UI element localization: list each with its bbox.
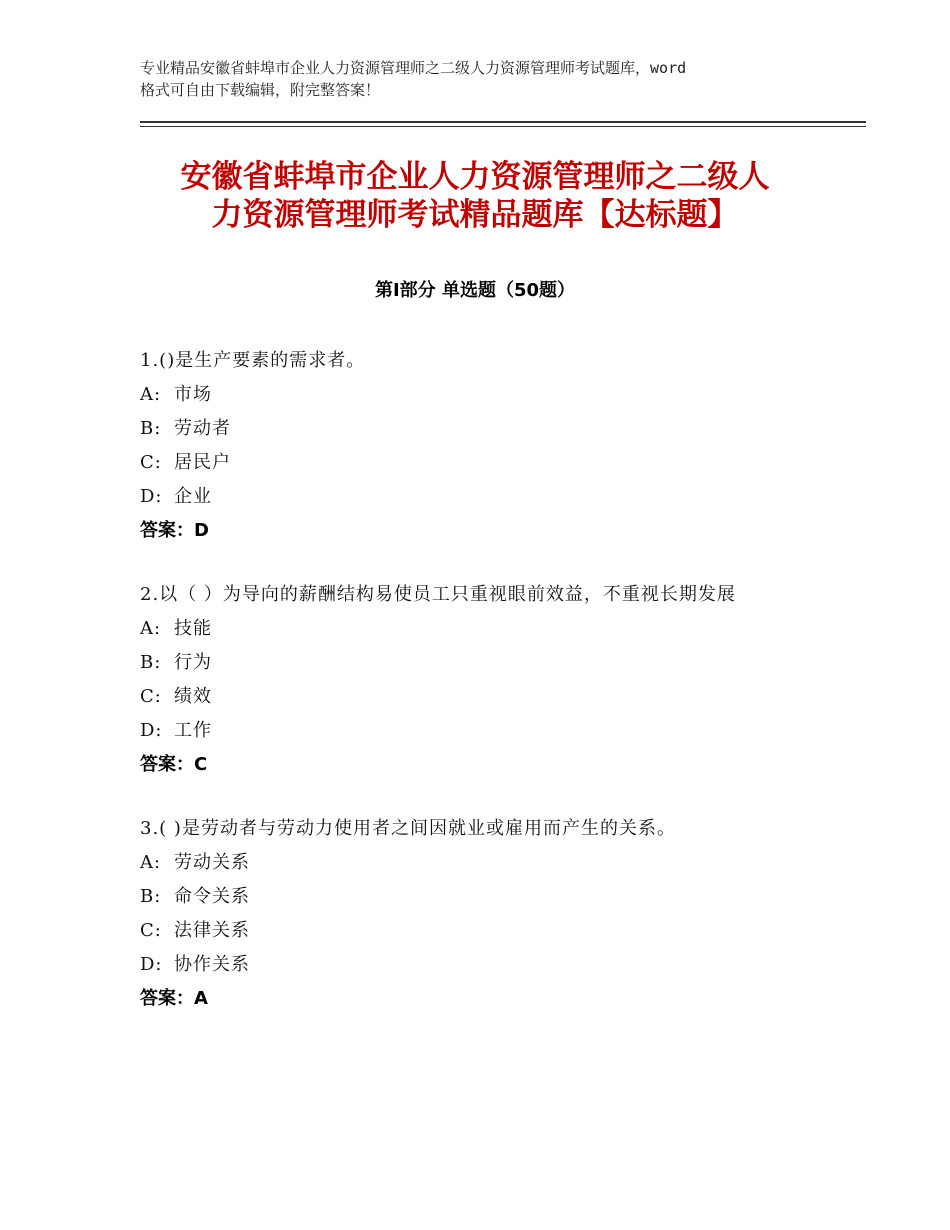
document-title-line: 安徽省蚌埠市企业人力资源管理师之二级人 <box>180 159 770 195</box>
option-letter: B: <box>140 652 162 673</box>
option-letter: B: <box>140 886 162 907</box>
question-list <box>140 344 820 1046</box>
option-text: 绩效 <box>174 686 212 707</box>
header-note-line: 格式可自由下载编辑，附完整答案！ <box>140 81 381 99</box>
option-text: 协作关系 <box>174 954 250 975</box>
option-text: 行为 <box>174 652 212 673</box>
header-divider <box>140 126 866 127</box>
answer-line: 答案：D <box>140 520 209 541</box>
question-stem: 2.以（ ）为导向的薪酬结构易使员工只重视眼前效益，不重视长期发展 <box>140 584 736 605</box>
question-item <box>140 344 820 548</box>
option-letter: D: <box>140 486 163 507</box>
option-letter: C: <box>140 920 162 941</box>
document-title-line: 力资源管理师考试精品题库【达标题】 <box>211 197 739 233</box>
option-text: 市场 <box>174 384 212 405</box>
option-letter: B: <box>140 418 162 439</box>
option-item <box>140 646 820 680</box>
option-letter: A: <box>140 384 162 405</box>
option-item <box>140 378 820 412</box>
option-letter: D: <box>140 954 163 975</box>
option-text: 技能 <box>174 618 212 639</box>
section-title: 第Ⅰ部分 单选题（50题） <box>374 280 575 301</box>
answer-line: 答案：A <box>140 988 208 1009</box>
option-item <box>140 446 820 480</box>
question-item <box>140 812 820 1016</box>
option-text: 居民户 <box>174 452 231 473</box>
option-letter: A: <box>140 618 162 639</box>
option-text: 法律关系 <box>174 920 250 941</box>
option-item <box>140 880 820 914</box>
option-item <box>140 948 820 982</box>
option-text: 劳动者 <box>174 418 231 439</box>
option-letter: C: <box>140 686 162 707</box>
option-item <box>140 714 820 748</box>
answer-line: 答案：C <box>140 754 208 775</box>
option-text: 企业 <box>174 486 212 507</box>
option-letter: D: <box>140 720 163 741</box>
question-stem: 1.()是生产要素的需求者。 <box>140 350 366 371</box>
header-note-line: 专业精品安徽省蚌埠市企业人力资源管理师之二级人力资源管理师考试题库，word <box>140 59 687 77</box>
option-item <box>140 680 820 714</box>
option-item <box>140 914 820 948</box>
document-title <box>80 158 870 234</box>
option-item <box>140 480 820 514</box>
option-item <box>140 412 820 446</box>
option-text: 命令关系 <box>174 886 250 907</box>
header-note <box>140 57 840 101</box>
option-letter: C: <box>140 452 162 473</box>
question-stem: 3.( )是劳动者与劳动力使用者之间因就业或雇用而产生的关系。 <box>140 818 676 839</box>
option-text: 劳动关系 <box>174 852 250 873</box>
option-item <box>140 846 820 880</box>
header-divider <box>140 121 866 123</box>
question-item <box>140 578 820 782</box>
option-letter: A: <box>140 852 162 873</box>
option-item <box>140 612 820 646</box>
option-text: 工作 <box>174 720 212 741</box>
